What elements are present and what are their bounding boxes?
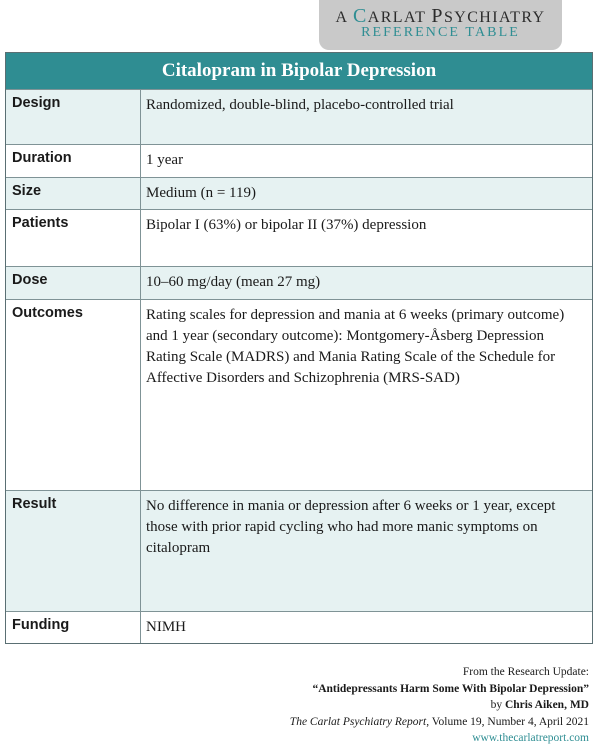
row-value: 1 year [146, 152, 184, 168]
brand-line-2: REFERENCE TABLE [361, 25, 520, 40]
brand-arlat: ARLAT [367, 9, 432, 26]
credit-byline [29, 697, 589, 714]
brand-p-initial: P [431, 5, 444, 27]
row-value: Bipolar I (63%) or bipolar II (37%) depression [146, 217, 427, 233]
brand-a: A [335, 9, 353, 26]
row-label: Duration [6, 145, 141, 177]
credit-article-title: “Antidepressants Harm Some With Bipolar Depression” [312, 682, 589, 695]
row-value: NIMH [146, 619, 186, 635]
row-label: Outcomes [6, 300, 141, 490]
table-row-funding [6, 611, 592, 643]
source-credit [29, 664, 589, 747]
table-title: Citalopram in Bipolar Depression [6, 53, 592, 89]
row-value: Rating scales for depression and mania at 6 weeks (primary outcome) and 1 year (secondary outcome): Montgomery-Åsberg Depression Rating Scale (MADRS) and Mania Rating Scale of the Schedule for Affective Disorders and Schizophrenia (MRS-SAD) [146, 307, 565, 386]
row-label: Design [6, 90, 141, 144]
reference-table [5, 52, 593, 644]
credit-intro: From the Research Update: [462, 666, 589, 678]
row-label: Patients [6, 210, 141, 266]
row-label: Funding [6, 612, 141, 643]
table-row-size [6, 177, 592, 209]
credit-citation [29, 714, 589, 731]
row-label: Dose [6, 267, 141, 299]
credit-by: by [490, 699, 505, 711]
brand-c-initial: C [353, 5, 368, 27]
row-value: Medium (n = 119) [146, 185, 256, 201]
table-row-result [6, 490, 592, 611]
table-row-duration [6, 144, 592, 177]
row-value: Randomized, double-blind, placebo-controlled trial [146, 97, 454, 113]
table-row-outcomes [6, 299, 592, 490]
table-row-patients [6, 209, 592, 266]
row-label: Size [6, 178, 141, 209]
row-label: Result [6, 491, 141, 611]
brand-sychiatry: SYCHIATRY [443, 9, 546, 26]
credit-volume: , Volume 19, Number 4, April 2021 [426, 715, 589, 728]
table-row-design [6, 89, 592, 144]
row-value: No difference in mania or depression after 6 weeks or 1 year, except those with prior rapid cycling who had more manic symptoms on citalopram [146, 498, 556, 556]
table-row-dose [6, 266, 592, 299]
credit-author: Chris Aiken, MD [504, 699, 589, 711]
reference-table-brand-tab [319, 0, 562, 50]
row-value: 10–60 mg/day (mean 27 mg) [146, 274, 321, 290]
credit-journal: The Carlat Psychiatry Report [289, 715, 427, 728]
credit-website-link[interactable]: www.thecarlatreport.com [472, 732, 589, 744]
